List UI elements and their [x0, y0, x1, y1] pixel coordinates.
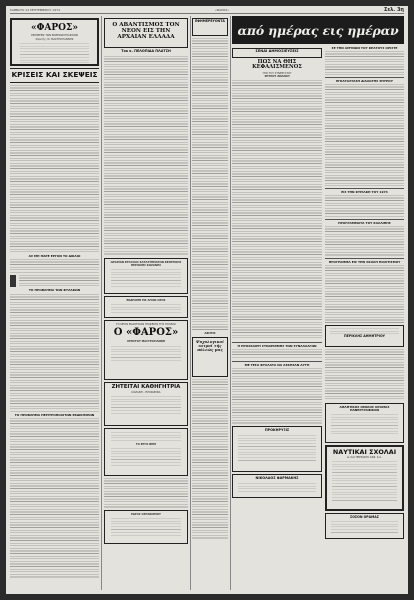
masthead-subtitle: ΕΦΗΜΕΡΙΣ ΤΩΝ ΒΟΡΕΙΩΝ ΕΠΑΡΧΙΩΝ [31, 34, 78, 38]
notice-text [111, 304, 181, 314]
advert-organisation [104, 510, 188, 544]
column-1 [10, 16, 99, 590]
listings-text [192, 379, 228, 539]
article-text [325, 195, 404, 217]
notice-title: ΕΚΔΡΟΜΗ ΕΙΣ ΑΓΙΟΝ ΟΡΟΣ [126, 298, 166, 302]
announcement-box [232, 426, 322, 472]
box-title: ΣΟΣΟΝ ΟΡΑΜΑΣ [350, 514, 379, 519]
masthead-box [10, 18, 99, 66]
news-head: ΠΡΟΓΡΑΜΜΑΤΑ ΤΟΥ ΚΑΛΛΙΠΗΣ [338, 220, 391, 225]
bottom-box [325, 513, 404, 539]
byline: Του κ. ΠΕΛΟΠΙΔΑ ΠΛΑΤΣΗ [121, 49, 171, 53]
subhead: ΜΕ ΤΕΣΑ ΦΥΛΛΑΤΑ ΝΑ ΑΣΚΗΣΑΝ ΑΥΤΗ [244, 362, 310, 367]
advert-title: ΖΗΤΕΙΤΑΙ ΚΑΘΗΓΗΤΡΙΑ [111, 383, 181, 390]
article-text [325, 349, 404, 401]
subhead: ΑΣ ΜΗ ΠΑΡΕ ΕΡΓΟΝ ΤΟ ΔΙΚΑΙΟ [28, 253, 81, 258]
sports-club-box [325, 403, 404, 443]
box-subtitle: Δ. ΚΑΙ ΠΕΡΙΟΧΗΣ ΑΣΦ. Σ.Α. [347, 455, 382, 459]
newspaper-page [6, 6, 408, 594]
article-text [325, 51, 404, 75]
advert-text [111, 396, 181, 414]
advert-text [238, 483, 316, 493]
notice-title: ΩΡΑΡΙΟΝ ΕΡΓΑΣΙΑΣ ΚΑΤΑΣΤΗΜΑΤΩΝ ΚΕΝΤΡΙΚΗΣ ΠΕΡΙΟΧΗΣ ΚΟΖΑΝΗΣ [110, 260, 182, 267]
advert-agency [232, 474, 322, 498]
advert-text [111, 346, 181, 362]
subhead: ΤΟ ΠΡΟΒΛΗΜΑ ΤΩΝ ΦΥΛΑΚΩΝ [28, 288, 81, 293]
article-text [104, 478, 188, 508]
notice-box [104, 296, 188, 318]
article-text [10, 418, 99, 578]
feature-subhead: ΥΠΟ ΤΟΥ ΣΥΝΕΡΓΑΤΟΥ [262, 71, 292, 75]
feature-tag: ΣΕΝΑΙ ΔΗΜΟΣΙΕΥΣΕΙΣ [255, 49, 299, 53]
feature-tag-box [232, 48, 322, 58]
box-text [331, 414, 398, 436]
article-text [19, 275, 99, 287]
feature-headline: ΠΩΣ ΝΑ ΘΗΣ ΚΕΦΑΛΙΣΜΕΝΟΣ [252, 59, 302, 71]
announcement-text [238, 435, 316, 463]
listings-text [192, 38, 228, 330]
article-text [325, 84, 404, 186]
masthead-title: «ΦΑΡΟΣ» [30, 23, 79, 33]
banner-title: από ημέρας εις ημέραν [237, 22, 399, 38]
advert-text [111, 448, 181, 466]
subhead: ΤΟ ΠΡΟΒΛΗΜΑ ΠΕΡΙΤΡΟΠΟΛΙΤΩΝ ΕΚΔΙΚΗΣΕΩΝ [14, 412, 95, 417]
box-text [332, 461, 397, 501]
masthead-meta: Ιδρυτής: Ν. ΜΑΣΤΡΟΓΙΑΝΝΗΣ [35, 37, 74, 41]
article-text [10, 259, 99, 273]
feature-column [232, 46, 322, 541]
runhead-title: «ΦΑΡΟΣ» [214, 8, 230, 12]
box-title: ΝΑΥΤΙΚΑΙ ΣΧΟΛΑΙ [332, 447, 397, 456]
section-title: ΚΡΙΣΕΙΣ ΚΑΙ ΣΚΕΨΕΙΣ [11, 70, 98, 80]
masthead-details [20, 43, 89, 63]
notice-text [111, 269, 181, 287]
news-head: ΣΕ ΤΗΝ ΑΜΥΝΩΝ ΤΟΥ ΚΡΑΤΟΥΣ ΟΡΙΣΤΕ [331, 46, 398, 50]
notice-box [104, 258, 188, 294]
article-text [104, 56, 188, 256]
feature-byline: ΣΠΥΡΟΥ ΖΩΛΑΚΗ [264, 75, 290, 79]
headline: Ο ΑΒΑΝΤΙΣΜΟΣ ΤΟΝ ΝΕΟΝ ΕΙΣ ΤΗΝ ΑΡΧΑΙΑΝ ΕΛΛΑΔΑ [112, 22, 180, 40]
advert-title: ΤΟ ΕΡΓΟ ΒΙΠΕ [135, 442, 157, 446]
article-text [232, 368, 322, 424]
advert-faros [104, 320, 188, 380]
column-4-5 [232, 16, 404, 590]
box-text [331, 521, 398, 533]
runhead-date: ΣΑΒΒΑΤΟ 14 ΣΕΠΤΕΜΒΡΙΟΥ 1974 [10, 8, 60, 12]
advert-text [111, 432, 181, 442]
news-head: ΠΡΟΓΡΑΜΜΑ ΕΙΣ ΤΗΝ ΣΧΟΛΗ ΠΟΛΙΤΙΣΜΟΥ [328, 259, 401, 264]
announcement-title: ΠΡΟΚΗΡΥΞΙΣ [264, 428, 290, 433]
advert-text [111, 518, 181, 536]
article-text [10, 85, 99, 253]
advert-title: ΝΙΚΟΛΑΟΣ ΦΑΡΜΑΚΗΣ [255, 476, 299, 481]
article-text [10, 294, 99, 412]
news-head: ΕΓΚΑΤΑΣΤΑΣΗ ΔΙΑΛΟΓΗΣ ΣΠΥΡΟΥ [336, 78, 393, 83]
column-header: ΕΦΗΜΕΡΕΥΟΝΤΑ [195, 19, 225, 23]
advert-title: Ψυχολογικοί ιατροί τής πόλεώς μας [196, 339, 224, 353]
obituary-text [330, 328, 399, 334]
running-header [10, 7, 404, 14]
advert-top: ΤΟ ΝΕΟΝ ΕΚΔΟΤΙΚΟΝ ΓΡΑΦΕΙΟΝ ΤΗΣ ΠΟΛΕΩΣ [116, 322, 176, 326]
section-banner [232, 16, 404, 44]
article-text [325, 265, 404, 323]
advert-teacher [104, 382, 188, 426]
headline-box [104, 18, 188, 48]
advert-title: ΕΔΡΑΣ ΟΡΓΑΝΙΣΜΟΥ [131, 512, 161, 516]
article-text [325, 226, 404, 256]
box-title: ΑΘΛΗΤΙΚΟΣ ΟΜΙΛΟΣ ΟΡΑΜΑΣ ΠΑΝΕΡΓΡΑΦΙΚΟΝ [339, 404, 390, 413]
nautical-schools-box [325, 445, 404, 511]
obituary-name: ΠΕΡΙΚΛΗΣ ΔΗΜΗΤΡΙΟΥ [344, 333, 385, 338]
column-2 [104, 16, 188, 590]
column-header-box [192, 18, 228, 36]
advert-vipe [104, 428, 188, 476]
advert-doctors [192, 337, 228, 377]
news-head: ΕΙΣ ΤΗΝ ΚΥΡΙΑΚΗ ΤΟΥ 1974 [341, 189, 388, 194]
article-text [232, 80, 322, 340]
advert-subtitle: ΧΡΗΣΤΟΥ ΜΑΣΤΡΟΓΙΑΝΝΗ [127, 340, 165, 344]
listing-tag: ΑΦΙΞΕΙΣ [204, 332, 216, 335]
obituary-box [325, 325, 404, 347]
runhead-page-number: Σελ. 3η [383, 7, 404, 13]
advert-subtitle: ΚΟΖΑΝΗ - ΠΡΟΣΩΡΙΝΑ [131, 390, 161, 394]
article-text [232, 349, 322, 359]
photo-block [10, 275, 16, 287]
subhead: Η ΠΡΟΣΚΑΙΡΗ ΣΥΝΑΡΙΘΜΗΣ ΤΩΝ ΣΥΝΑΛΛΑΓΩΝ [237, 343, 317, 348]
column-3 [192, 16, 228, 590]
advert-title: Ο «ΦΑΡΟΣ» [113, 326, 179, 338]
news-column [325, 46, 404, 541]
